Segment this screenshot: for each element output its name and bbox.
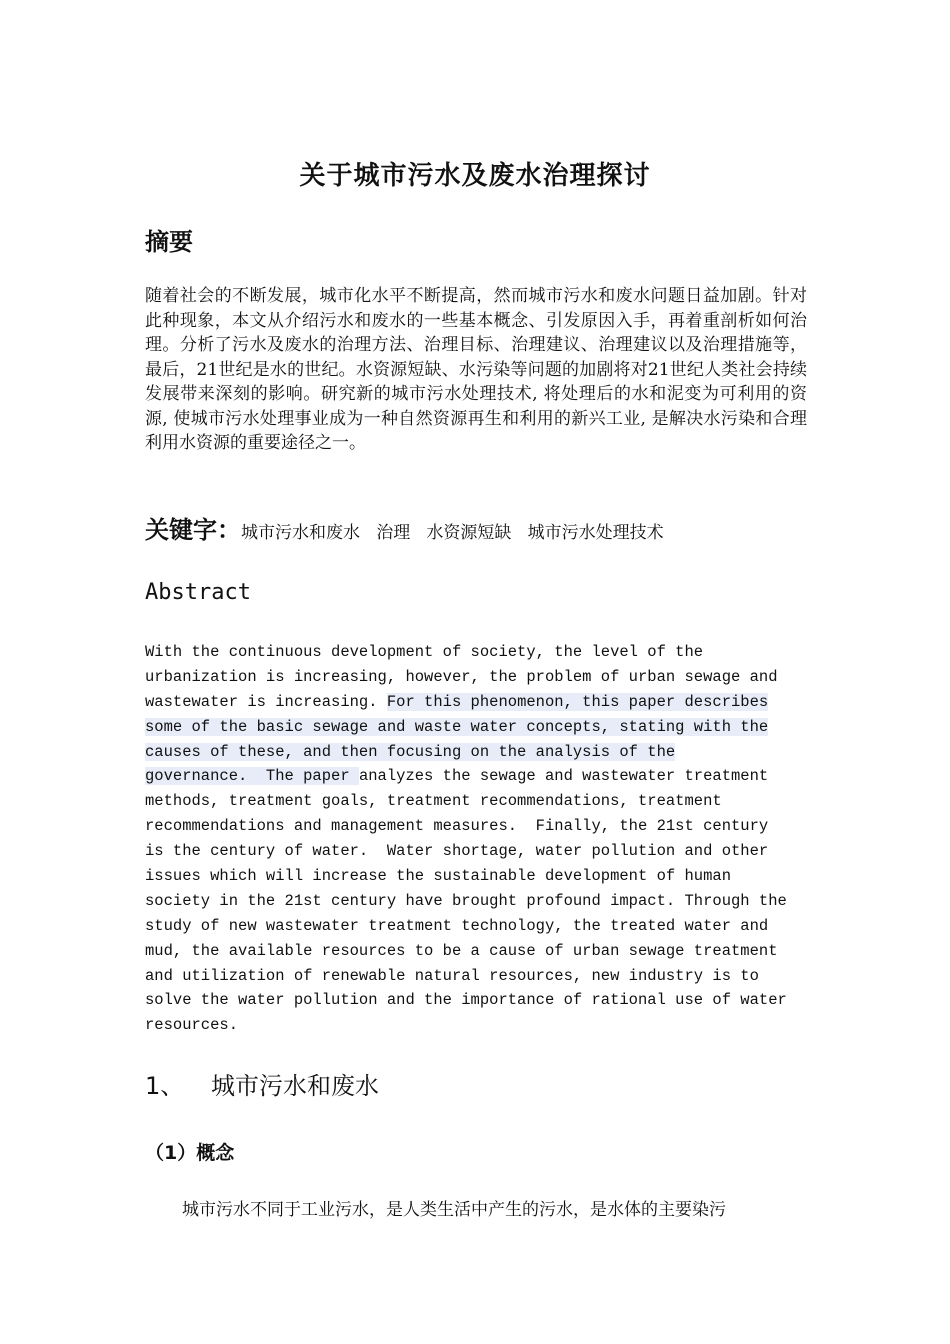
keywords-line xyxy=(145,510,807,545)
abstract-en-text: solve the water pollution and the importance of rational use of water xyxy=(145,991,787,1010)
abstract-en-line xyxy=(145,964,815,989)
abstract-en-text: With the continuous development of society, the level of the xyxy=(145,643,704,661)
abstract-en-text: study of new wastewater treatment technology, the treated water and xyxy=(145,916,769,935)
abstract-en-highlight: For this phenomenon, this paper describes xyxy=(386,692,769,711)
abstract-en-line xyxy=(145,740,815,765)
abstract-en-text: resources. xyxy=(145,1016,239,1035)
keywords-text: 城市污水和废水 治理 水资源短缺 城市污水处理技术 xyxy=(241,523,664,543)
abstract-en-line xyxy=(145,1013,815,1038)
abstract-en-line xyxy=(145,914,815,939)
section-1-title: 城市污水和废水 xyxy=(211,1072,379,1100)
abstract-en-line xyxy=(145,665,815,690)
abstract-en-text: wastewater is increasing. xyxy=(145,692,387,711)
keywords-label: 关键字： xyxy=(145,516,241,544)
abstract-en-text: analyzes the sewage and wastewater treatment xyxy=(358,767,769,786)
abstract-en-line xyxy=(145,889,815,914)
abstract-en-paragraph xyxy=(145,640,815,1038)
abstract-en-highlight: some of the basic sewage and waste water concepts, stating with the xyxy=(145,717,769,736)
abstract-en-text: issues which will increase the sustainable development of human xyxy=(145,867,731,886)
subsection-1-title: （1）概念 xyxy=(145,1142,235,1164)
section-1-heading xyxy=(145,1066,379,1101)
abstract-en-highlight: causes of these, and then focusing on the analysis of the xyxy=(145,742,676,761)
abstract-en-text: recommendations and management measures. Finally, the 21st century xyxy=(145,817,769,836)
abstract-cn-paragraph: 随着社会的不断发展，城市化水平不断提高，然而城市污水和废水问题日益加剧。针对此种现象，本文从介绍污水和废水的一些基本概念、引发原因入手，再着重剖析如何治理。分析了污水及废水的治理方法、治理目标、治理建议、治理建议以及治理措施等，最后，21世纪是水的世纪。水资源短缺、水污染等问题的加剧将对21世纪人类社会持续发展带来深刻的影响。研究新的城市污水处理技术, 将处理后的水和泥变为可利用的资源, 使城市污水处理事业成为一种自然资源再生和利用的新兴工业, 是解决水污染和合理利用水资源的重要途径之一。 xyxy=(145,286,807,453)
abstract-en-line xyxy=(145,864,815,889)
abstract-en-line xyxy=(145,939,815,964)
abstract-en-text: and utilization of renewable natural resources, new industry is to xyxy=(145,966,759,985)
abstract-en-line xyxy=(145,839,815,864)
abstract-en-line xyxy=(145,640,815,665)
abstract-en-text: is the century of water. Water shortage, water pollution and other xyxy=(145,842,769,861)
abstract-en-highlight: governance. The paper xyxy=(145,767,359,786)
abstract-en-line xyxy=(145,789,815,814)
abstract-en-text: society in the 21st century have brought profound impact. Through the xyxy=(145,891,787,910)
abstract-cn-heading: 摘要 xyxy=(145,228,193,256)
document-title: 关于城市污水及废水治理探讨 xyxy=(299,161,651,191)
abstract-en-line xyxy=(145,715,815,740)
abstract-en-line xyxy=(145,988,815,1013)
abstract-en-heading: Abstract xyxy=(145,580,251,605)
abstract-en-text: urbanization is increasing, however, the problem of urban sewage and xyxy=(145,667,778,686)
section-1-body-text: 城市污水不同于工业污水，是人类生活中产生的污水，是水体的主要染污 xyxy=(182,1200,726,1220)
abstract-en-line xyxy=(145,764,815,789)
section-1-number: 1、 xyxy=(145,1072,185,1100)
abstract-en-line xyxy=(145,690,815,715)
abstract-en-text: mud, the available resources to be a cause of urban sewage treatment xyxy=(145,941,778,960)
abstract-en-line xyxy=(145,814,815,839)
abstract-en-text: methods, treatment goals, treatment recommendations, treatment xyxy=(145,792,722,811)
